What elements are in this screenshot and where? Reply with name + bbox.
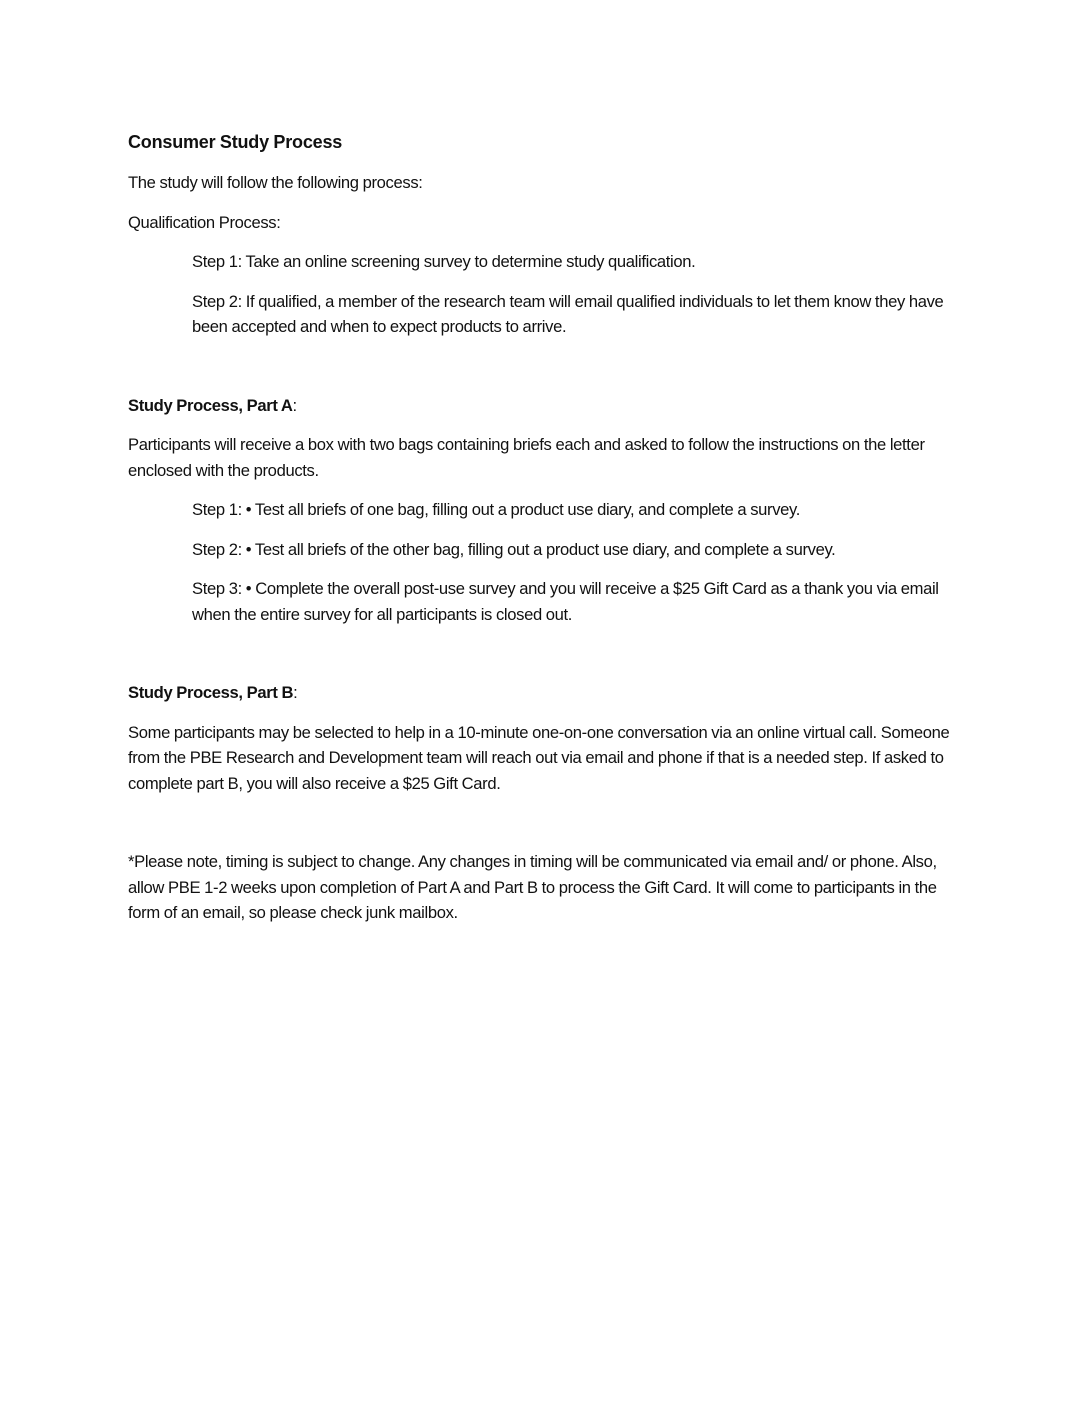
part-b-heading-text: Study Process, Part B	[128, 683, 294, 702]
document-title: Consumer Study Process	[128, 132, 343, 152]
document-page	[128, 128, 958, 926]
part-a-heading-text: Study Process, Part A	[128, 395, 293, 415]
part-a-step-1: Step 1: • Test all briefs of one bag, filling out a product use diary, and complete a survey.	[192, 500, 801, 519]
qualification-step-1: Step 1: Take an online screening survey to determine study qualification.	[192, 252, 696, 271]
part-a-heading-colon: :	[292, 395, 297, 415]
part-a-step-3: Step 3: • Complete the overall post-use survey and you will receive a $25 Gift Card as a thank you via email when the entire survey for all participants is closed out.	[192, 579, 939, 624]
part-b-heading-colon: :	[293, 683, 298, 702]
part-b-heading	[128, 680, 958, 706]
part-a-step-2: Step 2: • Test all briefs of the other bag, filling out a product use diary, and complete a survey.	[192, 539, 836, 559]
part-a-heading	[128, 393, 958, 419]
qualification-step-2: Step 2: If qualified, a member of the research team will email qualified individuals to let them know they have been accepted and when to expect products to arrive.	[192, 291, 944, 336]
timing-note: *Please note, timing is subject to change. Any changes in timing will be communicated via email and/ or phone. Also, allow PBE 1-2 weeks upon completion of Part A and Part B to process the Gift Card. It will come to participants in the form of an email, so please check junk mailbox.	[128, 852, 937, 922]
part-a-description: Participants will receive a box with two bags containing briefs each and asked to follow the instructions on the letter enclosed with the products.	[128, 435, 925, 480]
qualification-label: Qualification Process:	[128, 212, 281, 232]
part-b-description: Some participants may be selected to help in a 10-minute one-on-one conversation via an online virtual call. Someone from the PBE Research and Development team will reach out via email and phone if that is a needed step. If asked to complete part B, you will also receive a $25 Gift Card.	[128, 722, 950, 793]
intro-text: The study will follow the following process:	[128, 173, 423, 192]
